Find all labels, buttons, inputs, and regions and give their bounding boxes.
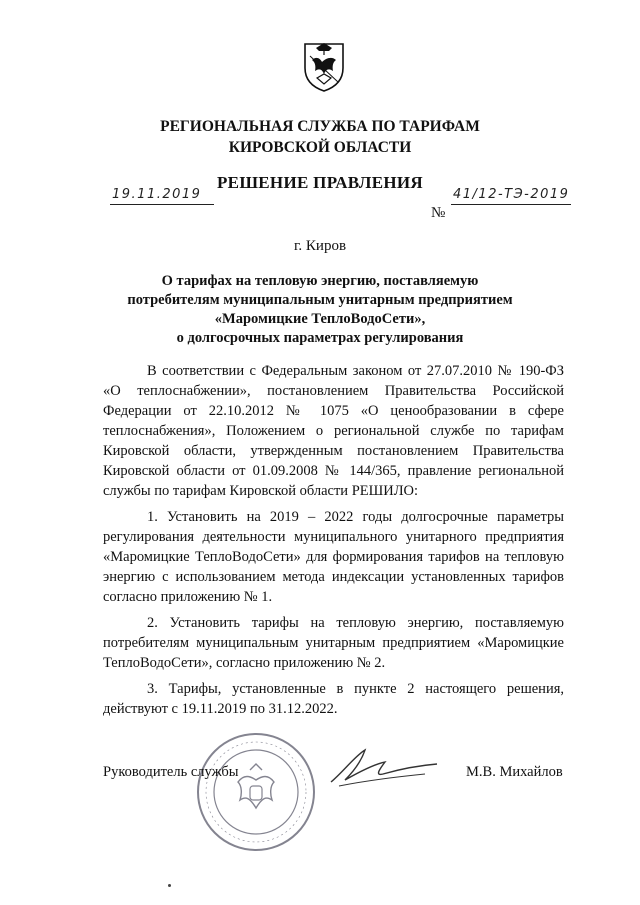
- document-subject: [0, 272, 640, 348]
- organization-name-line1: РЕГИОНАЛЬНАЯ СЛУЖБА ПО ТАРИФАМ: [160, 118, 480, 135]
- preamble-paragraph: В соответствии с Федеральным законом от 27.07.2010 № 190-ФЗ «О теплоснабжении», постановлением Правительства Российской Федерации от 22.10.2012 № 1075 «О ценообразовании в сфере теплоснабжения», Положением о региональной службе по тарифам Кировской области, утвержденным постановлением Правительства Кировской области от 01.09.2008 № 144/365, правление региональной службы по тарифам Кировской области РЕШИЛО:: [103, 363, 564, 499]
- official-seal-icon: [194, 730, 318, 854]
- subject-line-2: потребителям муниципальным унитарным предприятием: [127, 292, 513, 308]
- scan-mark: [168, 884, 171, 887]
- subject-line-4: о долгосрочных параметрах регулирования: [176, 330, 464, 346]
- document-date-field: [110, 187, 214, 205]
- signer-name: М.В. Михайлов: [466, 764, 563, 780]
- document-number: 41/12-ТЭ-2019: [453, 187, 570, 202]
- signer-title: Руководитель службы: [103, 764, 239, 780]
- handwritten-signature-icon: [325, 742, 445, 792]
- kirov-coat-of-arms-icon: [302, 38, 346, 92]
- subject-line-1: О тарифах на тепловую энергию, поставляемую: [161, 273, 479, 289]
- document-title: РЕШЕНИЕ ПРАВЛЕНИЯ: [217, 173, 423, 192]
- document-city: г. Киров: [293, 238, 347, 254]
- document-body: [103, 361, 564, 725]
- organization-name-line2: КИРОВСКОЙ ОБЛАСТИ: [228, 139, 412, 156]
- decision-item-1: 1. Установить на 2019 – 2022 годы долгосрочные параметры регулирования деятельности муниципального унитарного предприятия «Маромицкие ТеплоВодоСети» для формирования тарифов на тепловую энергию с использованием метода индексации установленных тарифов согласно приложению № 1.: [103, 509, 564, 605]
- subject-line-3: «Маромицкие ТеплоВодоСети»,: [214, 311, 426, 327]
- document-number-label: №: [431, 205, 446, 221]
- decision-item-2: 2. Установить тарифы на тепловую энергию, поставляемую потребителям муниципальным унитарным предприятием «Маромицкие ТеплоВодоСети», согласно приложению № 2.: [103, 615, 564, 671]
- document-date: 19.11.2019: [112, 187, 202, 202]
- decision-item-3: 3. Тарифы, установленные в пункте 2 настоящего решения, действуют с 19.11.2019 по 31.12.2022.: [103, 681, 564, 717]
- document-number-field: [451, 187, 571, 205]
